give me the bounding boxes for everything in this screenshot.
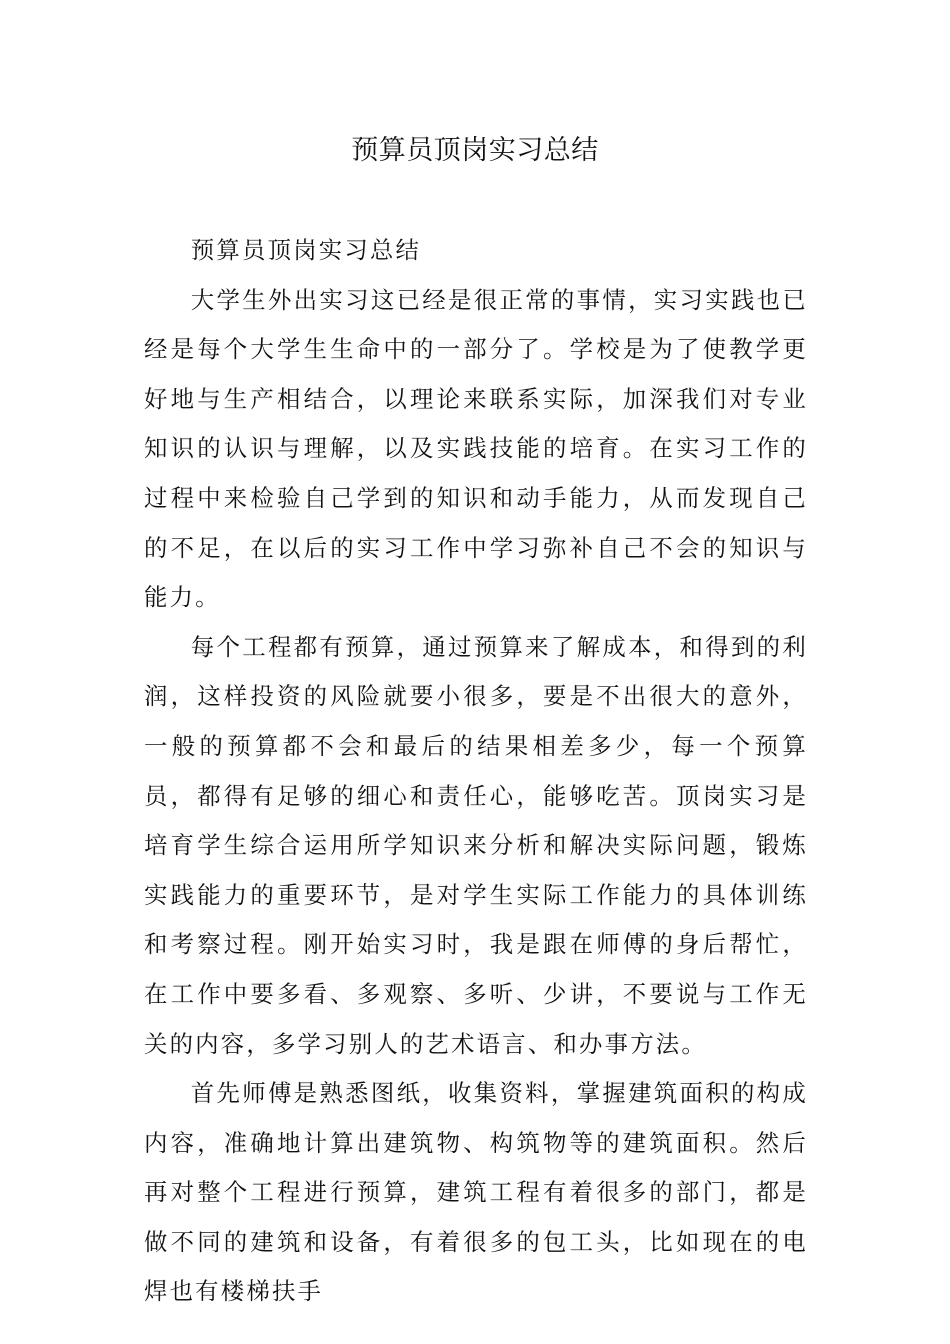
document-title: 预算员顶岗实习总结 [351, 135, 599, 166]
paragraph-1: 大学生外出实习这已经是很正常的事情，实习实践也已经是每个大学生生命中的一部分了。学校是为了使教学更好地与生产相结合，以理论来联系实际，加深我们对专业知识的认识与理解，以及实践技能的培育。在实习工作的过程中来检验自己学到的知识和动手能力，从而发现自己的不足，在以后的实习工作中学习弥补自己不会的知识与能力。 [144, 285, 808, 612]
paragraph-2: 每个工程都有预算，通过预算来了解成本，和得到的利润，这样投资的风险就要小很多，要是不出很大的意外，一般的预算都不会和最后的结果相差多少，每一个预算员，都得有足够的细心和责任心，能够吃苦。顶岗实习是培育学生综合运用所学知识来分析和解决实际问题，锻炼实践能力的重要环节，是对学生实际工作能力的具体训练和考察过程。刚开始实习时，我是跟在师傅的身后帮忙，在工作中要多看、多观察、多听、少讲，不要说与工作无关的内容，多学习别人的艺术语言、和办事方法。 [144, 632, 808, 1058]
paragraph-3: 首先师傅是熟悉图纸，收集资料，掌握建筑面积的构成内容，准确地计算出建筑物、构筑物等的建筑面积。然后再对整个工程进行预算，建筑工程有着很多的部门，都是做不同的建筑和设备，有着很多的包工头，比如现在的电焊也有楼梯扶手 [144, 1079, 808, 1306]
document-body [144, 226, 808, 1317]
document-subtitle: 预算员顶岗实习总结 [190, 236, 422, 264]
